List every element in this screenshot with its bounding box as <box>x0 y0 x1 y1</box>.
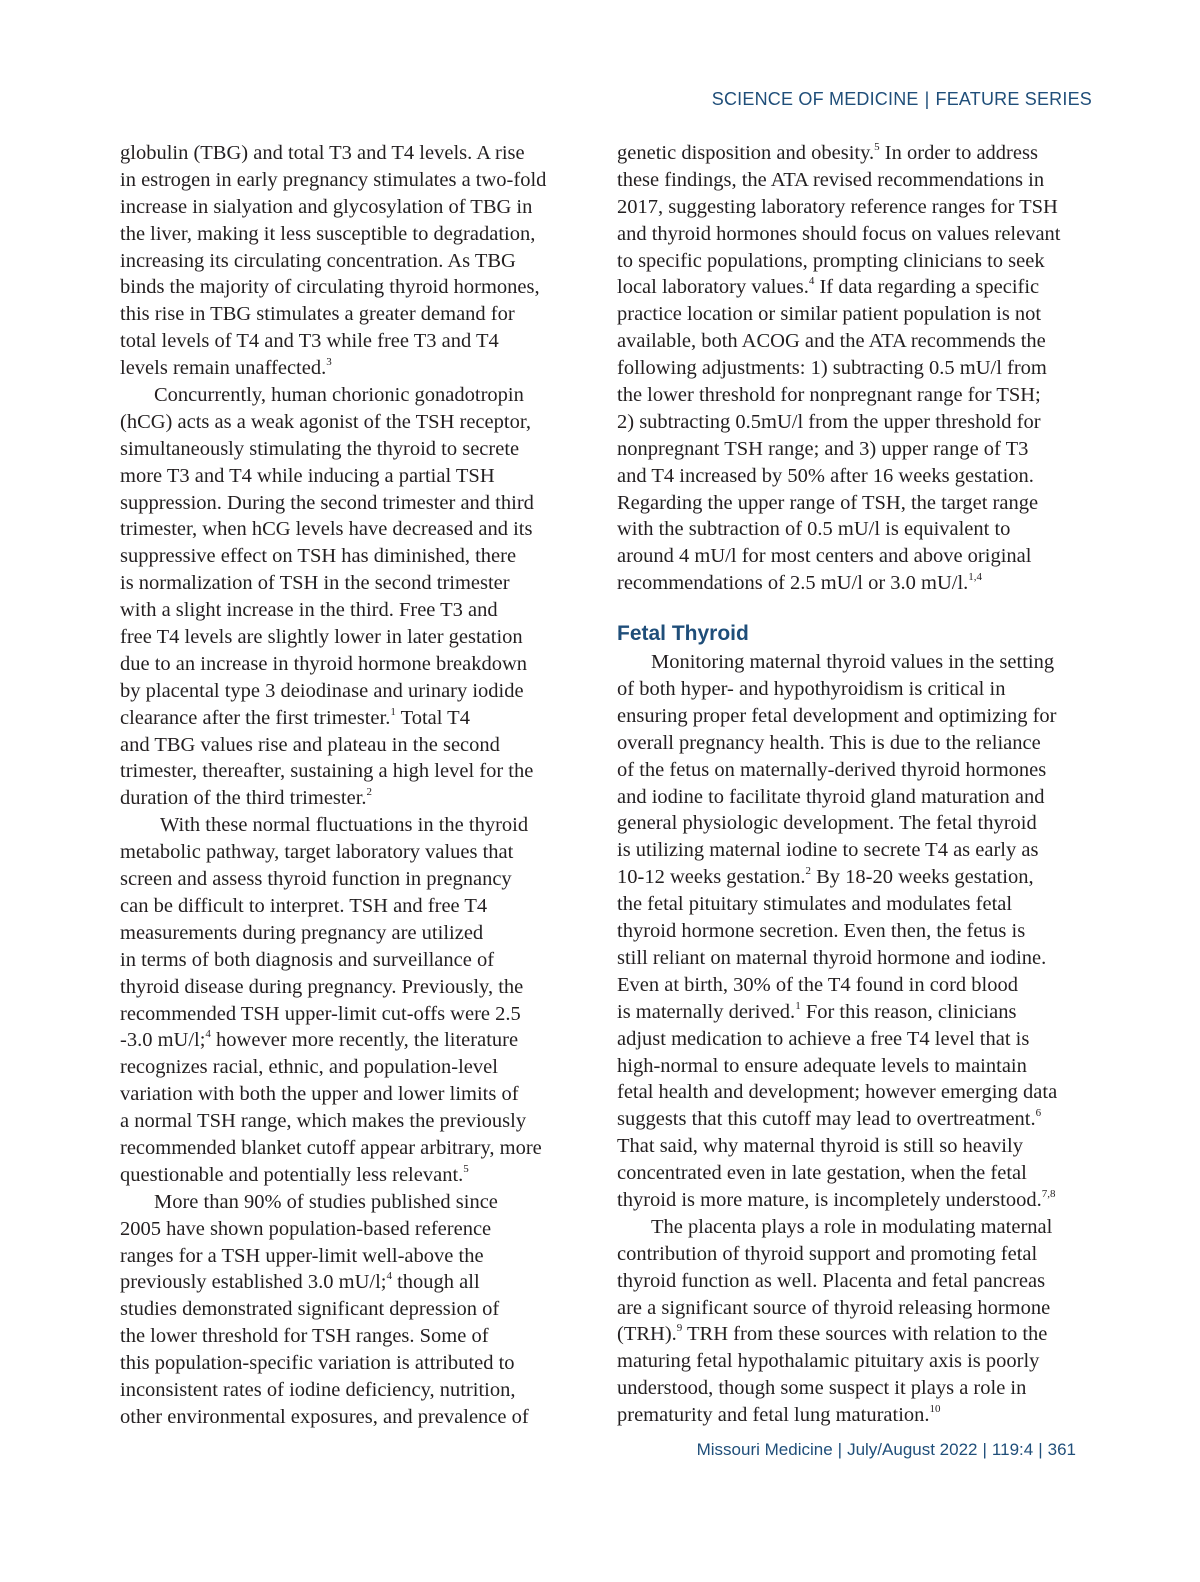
footer-volume: 119:4 <box>991 1440 1034 1459</box>
line-text: and iodine to facilitate thyroid gland maturation and <box>617 785 1045 808</box>
line-text: increasing its circulating concentration. As TBG <box>120 249 516 272</box>
text-line <box>617 436 1092 463</box>
text-line <box>120 758 590 785</box>
line-text-continued: TRH from these sources with relation to the <box>682 1323 1048 1346</box>
right-column-bottom-text <box>617 649 1092 1429</box>
text-line <box>617 1295 1092 1322</box>
line-text: general physiologic development. The fetal thyroid <box>617 812 1037 835</box>
line-text: the lower threshold for TSH ranges. Some of <box>120 1325 489 1348</box>
line-text: suppression. During the second trimester and third <box>120 491 534 514</box>
text-line <box>120 194 590 221</box>
citation-reference: 1,4 <box>968 571 983 584</box>
text-line <box>617 194 1092 221</box>
text-line <box>617 167 1092 194</box>
text-line <box>120 732 590 759</box>
line-text: recommended blanket cutoff appear arbitrary, more <box>120 1136 542 1159</box>
text-line <box>120 436 590 463</box>
left-column <box>120 140 590 1431</box>
text-line <box>617 784 1092 811</box>
text-line <box>617 945 1092 972</box>
line-text: adjust medication to achieve a free T4 level that is <box>617 1027 1030 1050</box>
text-line <box>120 1296 590 1323</box>
line-text: 10-12 weeks gestation. <box>617 866 806 889</box>
text-line <box>120 1189 590 1216</box>
line-text: concentrated even in late gestation, when the fetal <box>617 1162 1027 1185</box>
line-text: thyroid function as well. Placenta and fetal pancreas <box>617 1269 1046 1292</box>
line-text: local laboratory values. <box>617 276 809 299</box>
text-line <box>120 570 590 597</box>
text-line <box>120 947 590 974</box>
text-line <box>617 864 1092 891</box>
line-text: (TRH). <box>617 1323 677 1346</box>
text-line <box>120 1108 590 1135</box>
text-line <box>617 516 1092 543</box>
line-text: recommendations of 2.5 mU/l or 3.0 mU/l. <box>617 572 969 595</box>
text-line <box>120 839 590 866</box>
text-line <box>120 678 590 705</box>
line-text: still reliant on maternal thyroid hormone and iodine. <box>617 946 1047 969</box>
text-line <box>617 810 1092 837</box>
line-text: 2) subtracting 0.5mU/l from the upper threshold for <box>617 410 1041 433</box>
line-text: practice location or similar patient population is not <box>617 303 1042 326</box>
text-line <box>617 543 1092 570</box>
text-line <box>617 1187 1092 1214</box>
line-text: thyroid is more mature, is incompletely understood. <box>617 1188 1042 1211</box>
line-text: the liver, making it less susceptible to degradation, <box>120 222 536 245</box>
line-text: is maternally derived. <box>617 1000 796 1023</box>
text-line <box>120 624 590 651</box>
text-line <box>617 1053 1092 1080</box>
line-text: metabolic pathway, target laboratory values that <box>120 841 514 864</box>
text-line <box>120 543 590 570</box>
line-text: due to an increase in thyroid hormone breakdown <box>120 652 528 675</box>
text-line <box>120 274 590 301</box>
citation-reference: 2 <box>366 786 373 799</box>
line-text: trimester, when hCG levels have decreased and its <box>120 518 533 541</box>
line-text: a normal TSH range, which makes the previously <box>120 1110 527 1133</box>
line-text-continued: Total T4 <box>395 706 470 729</box>
text-line <box>617 1241 1092 1268</box>
citation-reference: 1 <box>390 705 396 718</box>
text-line <box>617 1133 1092 1160</box>
text-line <box>120 974 590 1001</box>
text-line <box>617 1321 1092 1348</box>
citation-reference: 4 <box>205 1028 211 1041</box>
line-text: fetal health and development; however emerging data <box>617 1081 1058 1104</box>
line-text: and T4 increased by 50% after 16 weeks gestation. <box>617 464 1034 487</box>
text-line <box>120 490 590 517</box>
citation-reference: 4 <box>386 1270 392 1283</box>
text-line <box>120 463 590 490</box>
section-heading-fetal-thyroid: Fetal Thyroid <box>617 622 749 646</box>
line-text: ranges for a TSH upper-limit well-above the <box>120 1244 484 1267</box>
citation-reference: 6 <box>1035 1107 1042 1120</box>
text-line <box>617 140 1092 167</box>
text-line <box>120 1054 590 1081</box>
text-line <box>617 221 1092 248</box>
line-text: clearance after the first trimester. <box>120 706 391 729</box>
citation-reference: 9 <box>676 1322 683 1335</box>
line-text-continued: In order to address <box>879 142 1038 164</box>
line-text: can be difficult to interpret. TSH and free T4 <box>120 894 488 917</box>
line-text: binds the majority of circulating thyroid hormones, <box>120 276 540 299</box>
line-text: suppressive effect on TSH has diminished, there <box>120 545 517 568</box>
text-line <box>120 1269 590 1296</box>
text-line <box>617 757 1092 784</box>
footer-journal: Missouri Medicine <box>696 1440 833 1459</box>
text-line <box>120 785 590 812</box>
text-line <box>617 1160 1092 1187</box>
line-text: More than 90% of studies published since <box>154 1190 498 1213</box>
text-line <box>120 1216 590 1243</box>
citation-reference: 2 <box>805 865 811 878</box>
text-line <box>120 221 590 248</box>
line-text: free T4 levels are slightly lower in later gestation <box>120 626 523 649</box>
text-line <box>120 1027 590 1054</box>
footer-issue-date: July/August 2022 <box>847 1440 978 1459</box>
line-text: other environmental exposures, and prevalence of <box>120 1405 529 1428</box>
text-line <box>120 1377 590 1404</box>
text-line <box>617 999 1092 1026</box>
text-line <box>120 651 590 678</box>
citation-reference: 3 <box>326 356 332 369</box>
citation-reference: 5 <box>463 1162 469 1175</box>
line-text: 2005 have shown population-based reference <box>120 1217 492 1240</box>
text-line <box>617 328 1092 355</box>
line-text: increase in sialyation and glycosylation of TBG in <box>120 195 533 218</box>
line-text: nonpregnant TSH range; and 3) upper range of T3 <box>617 437 1029 460</box>
text-line <box>617 676 1092 703</box>
text-line <box>120 1323 590 1350</box>
line-text: around 4 mU/l for most centers and above original <box>617 545 1032 568</box>
line-text-continued: By 18-20 weeks gestation, <box>810 866 1034 889</box>
text-line <box>120 382 590 409</box>
text-line <box>120 1162 590 1189</box>
line-text: these findings, the ATA revised recommendations in <box>617 168 1045 191</box>
line-text: ensuring proper fetal development and optimizing for <box>617 704 1057 727</box>
text-line <box>120 301 590 328</box>
line-text: by placental type 3 deiodinase and urinary iodide <box>120 679 524 702</box>
line-text: more T3 and T4 while inducing a partial TSH <box>120 464 495 487</box>
line-text: contribution of thyroid support and promoting fetal <box>617 1242 1038 1265</box>
text-line <box>617 891 1092 918</box>
line-text: is normalization of TSH in the second trimester <box>120 572 510 595</box>
footer-separator: | <box>837 1440 843 1459</box>
line-text: recommended TSH upper-limit cut-offs were 2.5 <box>120 1002 521 1025</box>
text-line <box>120 328 590 355</box>
line-text: the fetal pituitary stimulates and modulates fetal <box>617 893 1013 916</box>
line-text: Regarding the upper range of TSH, the target range <box>617 491 1039 514</box>
text-line <box>617 703 1092 730</box>
line-text: With these normal fluctuations in the thyroid <box>160 814 529 837</box>
line-text: screen and assess thyroid function in pregnancy <box>120 868 512 891</box>
text-line <box>617 1402 1092 1429</box>
text-line <box>617 570 1092 597</box>
text-line <box>120 920 590 947</box>
line-text: in estrogen in early pregnancy stimulates a two-fold <box>120 168 547 191</box>
text-line <box>120 248 590 275</box>
text-line <box>617 918 1092 945</box>
text-line <box>617 1106 1092 1133</box>
text-line <box>617 1268 1092 1295</box>
line-text: with the subtraction of 0.5 mU/l is equivalent to <box>617 518 1011 541</box>
line-text: in terms of both diagnosis and surveillance of <box>120 948 495 971</box>
text-line <box>120 812 590 839</box>
header-separator: | <box>924 89 930 109</box>
line-text: genetic disposition and obesity. <box>617 142 875 164</box>
line-text: maturing fetal hypothalamic pituitary axis is poorly <box>617 1350 1040 1373</box>
citation-reference: 10 <box>929 1403 941 1416</box>
line-text: of both hyper- and hypothyroidism is critical in <box>617 678 1006 701</box>
text-line <box>120 1350 590 1377</box>
line-text: That said, why maternal thyroid is still so heavily <box>617 1135 1023 1158</box>
line-text: measurements during pregnancy are utilized <box>120 921 484 944</box>
line-text: Even at birth, 30% of the T4 found in cord blood <box>617 973 1019 996</box>
text-line <box>617 649 1092 676</box>
line-text-continued: For this reason, clinicians <box>800 1000 1017 1023</box>
text-line <box>120 1404 590 1431</box>
text-line <box>120 597 590 624</box>
line-text-continued: If data regarding a specific <box>814 276 1040 299</box>
text-line <box>617 301 1092 328</box>
text-line <box>120 705 590 732</box>
text-line <box>120 866 590 893</box>
line-text: Monitoring maternal thyroid values in the setting <box>651 651 1055 674</box>
line-text: thyroid hormone secretion. Even then, the fetus is <box>617 920 1026 943</box>
line-text: 2017, suggesting laboratory reference ranges for TSH <box>617 195 1058 218</box>
right-column <box>617 140 1092 1429</box>
line-text: this rise in TBG stimulates a greater demand for <box>120 303 515 326</box>
line-text: the lower threshold for nonpregnant range for TSH; <box>617 384 1041 407</box>
citation-reference: 4 <box>808 275 815 288</box>
header-section: SCIENCE OF MEDICINE <box>711 89 919 109</box>
text-line <box>617 730 1092 757</box>
line-text: globulin (TBG) and total T3 and T4 levels. A rise <box>120 142 525 164</box>
text-line <box>120 409 590 436</box>
line-text-continued: however more recently, the literature <box>210 1029 519 1052</box>
footer-separator: | <box>982 1440 987 1459</box>
text-line <box>617 1079 1092 1106</box>
line-text: are a significant source of thyroid releasing hormone <box>617 1296 1051 1319</box>
text-line <box>617 248 1092 275</box>
line-text: prematurity and fetal lung maturation. <box>617 1404 930 1427</box>
line-text: to specific populations, prompting clinicians to seek <box>617 249 1045 272</box>
text-line <box>120 1243 590 1270</box>
text-line <box>617 274 1092 301</box>
text-line <box>120 167 590 194</box>
line-text: of the fetus on maternally-derived thyroid hormones <box>617 758 1047 781</box>
page-footer <box>697 1440 1076 1460</box>
line-text: inconsistent rates of iodine deficiency, nutrition, <box>120 1378 516 1401</box>
text-line <box>617 972 1092 999</box>
line-text: trimester, thereafter, sustaining a high level for the <box>120 760 534 783</box>
line-text: questionable and potentially less relevant. <box>120 1163 464 1186</box>
text-line <box>120 1001 590 1028</box>
text-line <box>617 409 1092 436</box>
citation-reference: 7,8 <box>1041 1187 1056 1200</box>
line-text: duration of the third trimester. <box>120 787 367 810</box>
line-text: understood, though some suspect it plays a role in <box>617 1377 1027 1400</box>
text-line <box>617 1026 1092 1053</box>
citation-reference: 5 <box>874 141 880 153</box>
citation-reference: 1 <box>795 999 801 1012</box>
text-line <box>120 1081 590 1108</box>
line-text: overall pregnancy health. This is due to the reliance <box>617 731 1041 754</box>
line-text: and TBG values rise and plateau in the second <box>120 733 500 756</box>
line-text: this population-specific variation is attributed to <box>120 1352 515 1375</box>
text-line <box>120 893 590 920</box>
text-line <box>120 140 590 167</box>
text-line <box>617 463 1092 490</box>
line-text: thyroid disease during pregnancy. Previously, the <box>120 975 524 998</box>
line-text: is utilizing maternal iodine to secrete T4 as early as <box>617 839 1039 862</box>
line-text: and thyroid hormones should focus on values relevant <box>617 222 1061 245</box>
text-line <box>120 1135 590 1162</box>
line-text: available, both ACOG and the ATA recommends the <box>617 330 1046 353</box>
line-text: studies demonstrated significant depression of <box>120 1298 500 1321</box>
line-text: The placenta plays a role in modulating maternal <box>651 1215 1053 1238</box>
line-text: -3.0 mU/l; <box>120 1029 206 1052</box>
line-text: high-normal to ensure adequate levels to maintain <box>617 1054 1027 1077</box>
text-line <box>120 516 590 543</box>
line-text-continued: though all <box>391 1271 480 1294</box>
right-column-top-text <box>617 140 1092 597</box>
line-text: total levels of T4 and T3 while free T3 and T4 <box>120 330 499 353</box>
line-text: variation with both the upper and lower limits of <box>120 1083 519 1106</box>
text-line <box>617 1214 1092 1241</box>
line-text: suggests that this cutoff may lead to overtreatment. <box>617 1108 1036 1131</box>
footer-separator: | <box>1038 1440 1043 1459</box>
line-text: recognizes racial, ethnic, and population-level <box>120 1056 498 1079</box>
text-line <box>120 355 590 382</box>
text-line <box>617 1375 1092 1402</box>
line-text: previously established 3.0 mU/l; <box>120 1271 387 1294</box>
text-line <box>617 837 1092 864</box>
text-line <box>617 490 1092 517</box>
line-text: following adjustments: 1) subtracting 0.5 mU/l from <box>617 357 1047 380</box>
text-line <box>617 355 1092 382</box>
line-text: Concurrently, human chorionic gonadotropin <box>154 384 524 407</box>
line-text: (hCG) acts as a weak agonist of the TSH receptor, <box>120 410 531 433</box>
text-line <box>617 1348 1092 1375</box>
footer-page-number: 361 <box>1047 1440 1076 1459</box>
running-header <box>712 89 1092 110</box>
line-text: simultaneously stimulating the thyroid to secrete <box>120 437 520 460</box>
text-line <box>617 382 1092 409</box>
line-text: levels remain unaffected. <box>120 357 327 380</box>
header-series: FEATURE SERIES <box>935 89 1092 109</box>
line-text: with a slight increase in the third. Free T3 and <box>120 599 498 622</box>
